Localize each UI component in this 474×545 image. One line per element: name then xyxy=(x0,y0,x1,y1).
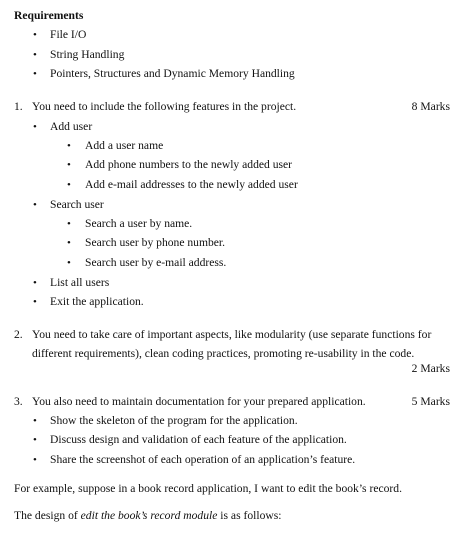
item1-text: You need to include the following features in the project. xyxy=(32,100,297,113)
requirement-item: Pointers, Structures and Dynamic Memory Handling xyxy=(50,67,295,80)
search-user-subitem: Search user by phone number. xyxy=(85,236,226,249)
add-user-subitem: Add phone numbers to the newly added user xyxy=(85,158,293,171)
list-users-item: List all users xyxy=(50,276,110,289)
bullet-icon: • xyxy=(33,296,37,308)
item-number: 2. xyxy=(14,328,23,341)
item3-bullet: Share the screenshot of each operation of an application’s feature. xyxy=(50,453,356,466)
item-number: 3. xyxy=(14,395,23,408)
bullet-icon: • xyxy=(33,68,37,80)
bullet-icon: • xyxy=(67,257,71,269)
item3-bullet: Show the skeleton of the program for the application. xyxy=(50,414,298,427)
requirements-heading: Requirements xyxy=(14,9,84,22)
bullet-icon: • xyxy=(67,140,71,152)
bullet-icon: • xyxy=(33,49,37,61)
requirement-item: File I/O xyxy=(50,28,87,41)
bullet-icon: • xyxy=(33,277,37,289)
bullet-icon: • xyxy=(33,29,37,41)
design-paragraph xyxy=(14,509,282,523)
search-user-label: Search user xyxy=(50,198,104,211)
item1-marks: 8 Marks xyxy=(411,100,450,113)
add-user-subitem: Add e-mail addresses to the newly added user xyxy=(85,178,298,191)
item3-bullet: Discuss design and validation of each feature of the application. xyxy=(50,433,347,446)
search-user-subitem: Search user by e-mail address. xyxy=(85,256,227,269)
design-prefix: The design of xyxy=(14,509,81,522)
bullet-icon: • xyxy=(33,454,37,466)
item3-text: You also need to maintain documentation for your prepared application. xyxy=(32,395,366,408)
add-user-subitem: Add a user name xyxy=(85,139,164,152)
bullet-icon: • xyxy=(33,434,37,446)
item2-line2: different requirements), clean coding practices, promoting re-usability in the code. xyxy=(32,347,415,360)
bullet-icon: • xyxy=(33,415,37,427)
item2-line1: You need to take care of important aspects, like modularity (use separate functions for xyxy=(32,328,432,341)
bullet-icon: • xyxy=(33,199,37,211)
exit-item: Exit the application. xyxy=(50,295,144,308)
search-user-subitem: Search a user by name. xyxy=(85,217,193,230)
bullet-icon: • xyxy=(67,218,71,230)
design-suffix: is as follows: xyxy=(217,509,282,522)
bullet-icon: • xyxy=(67,237,71,249)
bullet-icon: • xyxy=(33,121,37,133)
add-user-label: Add user xyxy=(50,120,93,133)
item-number: 1. xyxy=(14,100,23,113)
bullet-icon: • xyxy=(67,179,71,191)
item3-marks: 5 Marks xyxy=(411,395,450,408)
bullet-icon: • xyxy=(67,159,71,171)
design-emphasis: edit the book’s record module xyxy=(80,509,218,522)
example-paragraph: For example, suppose in a book record application, I want to edit the book’s record. xyxy=(14,482,402,495)
item2-marks: 2 Marks xyxy=(411,362,450,375)
requirement-item: String Handling xyxy=(50,48,125,61)
